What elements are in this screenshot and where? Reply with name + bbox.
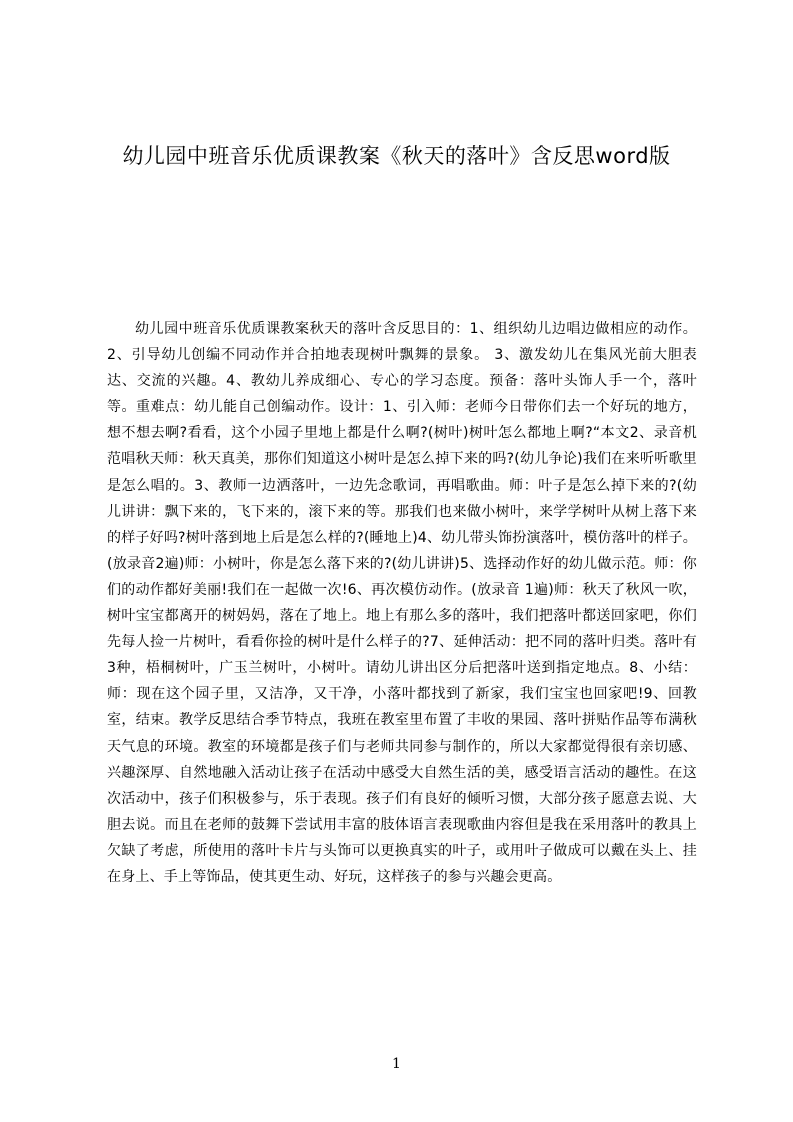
document-title: 幼儿园中班音乐优质课教案《秋天的落叶》含反思word版: [122, 144, 671, 168]
document-body-paragraph: 幼儿园中班音乐优质课教案秋天的落叶含反思目的：1、组织幼儿边唱边做相应的动作。2、引导幼儿创编不同动作并合拍地表现树叶飘舞的景象。 3、激发幼儿在集风光前大胆表达、交流的兴趣。4、教幼儿养成细心、专心的学习态度。预备：落叶头饰人手一个，落叶等。重难点：幼儿能自己创编动作。设计：1、引入师：老师今日带你们去一个好玩的地方，想不想去啊?看看，这个小园子里地上都是什么啊?(树叶)树叶怎么都地上啊?“本文2、录音机范唱秋天师：秋天真美，那你们知道这小树叶是怎么掉下来的吗?(幼儿争论)我们在来听听歌里是怎么唱的。3、教师一边洒落叶，一边先念歌词，再唱歌曲。师：叶子是怎么掉下来的?(幼儿讲讲：飘下来的，飞下来的，滚下来的等。那我们也来做小树叶，来学学树叶从树上落下来的样子好吗?树叶落到地上后是怎么样的?(睡地上)4、幼儿带头饰扮演落叶，模仿落叶的样子。(放录音2遍)师：小树叶，你是怎么落下来的?(幼儿讲讲)5、选择动作好的幼儿做示范。师：你们的动作都好美丽!我们在一起做一次!6、再次模仿动作。(放录音 1遍)师：秋天了秋风一吹，树叶宝宝都离开的树妈妈，落在了地上。地上有那么多的落叶，我们把落叶都送回家吧，你们先每人捡一片树叶，看看你捡的树叶是什么样子的?7、延伸活动：把不同的落叶归类。落叶有3种，梧桐树叶，广玉兰树叶，小树叶。请幼儿讲出区分后把落叶送到指定地点。8、小结：师：现在这个园子里，又洁净，又干净，小落叶都找到了新家，我们宝宝也回家吧!9、回教室，结束。教学反思结合季节特点，我班在教室里布置了丰收的果园、落叶拼贴作品等布满秋天气息的环境。教室的环境都是孩子们与老师共同参与制作的，所以大家都觉得很有亲切感、兴趣深厚、自然地融入活动让孩子在活动中感受大自然生活的美，感受语言活动的趣性。在这次活动中，孩子们积极参与，乐于表现。孩子们有良好的倾听习惯，大部分孩子愿意去说、大胆去说。而且在老师的鼓舞下尝试用丰富的肢体语言表现歌曲内容但是我在采用落叶的教具上欠缺了考虑，所使用的落叶卡片与头饰可以更换真实的叶子，或用叶子做成可以戴在头上、挂在身上、手上等饰品，使其更生动、好玩，这样孩子的参与兴趣会更高。: [107, 321, 697, 885]
page-number: 1: [392, 1056, 401, 1072]
